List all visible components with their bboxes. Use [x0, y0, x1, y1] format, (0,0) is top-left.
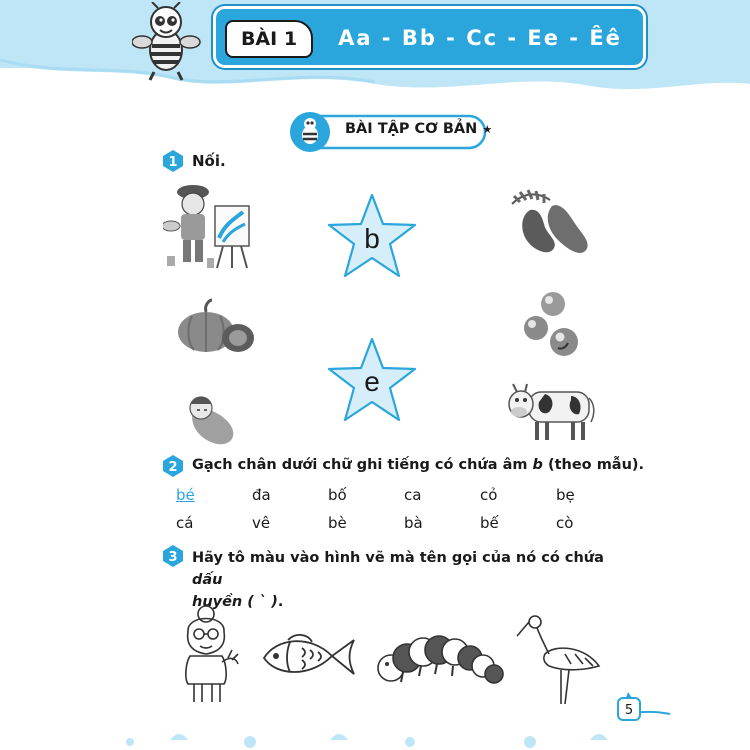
word-row2-6[interactable]: cò — [556, 514, 574, 532]
tamarind-picture — [500, 186, 596, 268]
word-row2-5[interactable]: bế — [480, 514, 499, 532]
word-row2-1[interactable]: cá — [176, 514, 194, 532]
bottom-decoration — [110, 730, 650, 750]
word-row2-2[interactable]: vê — [252, 514, 271, 532]
page-number-badge — [614, 686, 674, 726]
question-number-3-badge — [161, 544, 185, 568]
letter-star-b — [326, 192, 418, 280]
lesson-badge: BÀI 1 — [225, 20, 313, 58]
word-row2-3[interactable]: bè — [328, 514, 347, 532]
bee-mascot-icon — [132, 2, 204, 82]
word-row1-2[interactable]: đa — [252, 486, 271, 504]
stork-picture — [515, 608, 605, 708]
word-row1-3[interactable]: bố — [328, 486, 347, 504]
svg-text:1: 1 — [168, 155, 178, 170]
fish-picture — [260, 628, 358, 686]
svg-text:2: 2 — [168, 460, 178, 475]
word-row1-4[interactable]: ca — [404, 486, 422, 504]
question-number-2-badge — [161, 454, 185, 478]
svg-text:b: b — [364, 223, 380, 254]
exercise-1-instruction: Nối. — [192, 152, 226, 170]
swaddled-baby-picture — [183, 392, 239, 448]
question-number-1-badge — [161, 149, 185, 173]
letter-star-e — [326, 336, 418, 424]
star-icon: ★ — [482, 123, 493, 136]
grandmother-picture — [166, 600, 246, 708]
svg-text:3: 3 — [168, 550, 178, 565]
word-row1-sample[interactable]: bé — [176, 486, 195, 504]
section-label: BÀI TẬP CƠ BẢN ★ — [345, 121, 493, 137]
lesson-title: Aa - Bb - Cc - Ee - Êê — [338, 26, 622, 50]
word-row2-4[interactable]: bà — [404, 514, 423, 532]
pumpkin-picture — [176, 298, 256, 358]
painter-boy-picture — [163, 180, 259, 272]
bubbles-picture — [520, 290, 582, 360]
exercise-3-instruction: Hãy tô màu vào hình vẽ mà tên gọi của nó có chứa dấu huyền ( ` ). — [192, 550, 604, 610]
cow-picture — [505, 378, 597, 444]
svg-text:5: 5 — [624, 703, 634, 718]
word-row1-6[interactable]: bẹ — [556, 486, 575, 504]
word-row1-5[interactable]: cỏ — [480, 486, 498, 504]
svg-text:e: e — [364, 366, 380, 397]
caterpillar-picture — [375, 628, 505, 692]
exercise-2-instruction: Gạch chân dưới chữ ghi tiếng có chứa âm b (theo mẫu). — [192, 457, 645, 473]
